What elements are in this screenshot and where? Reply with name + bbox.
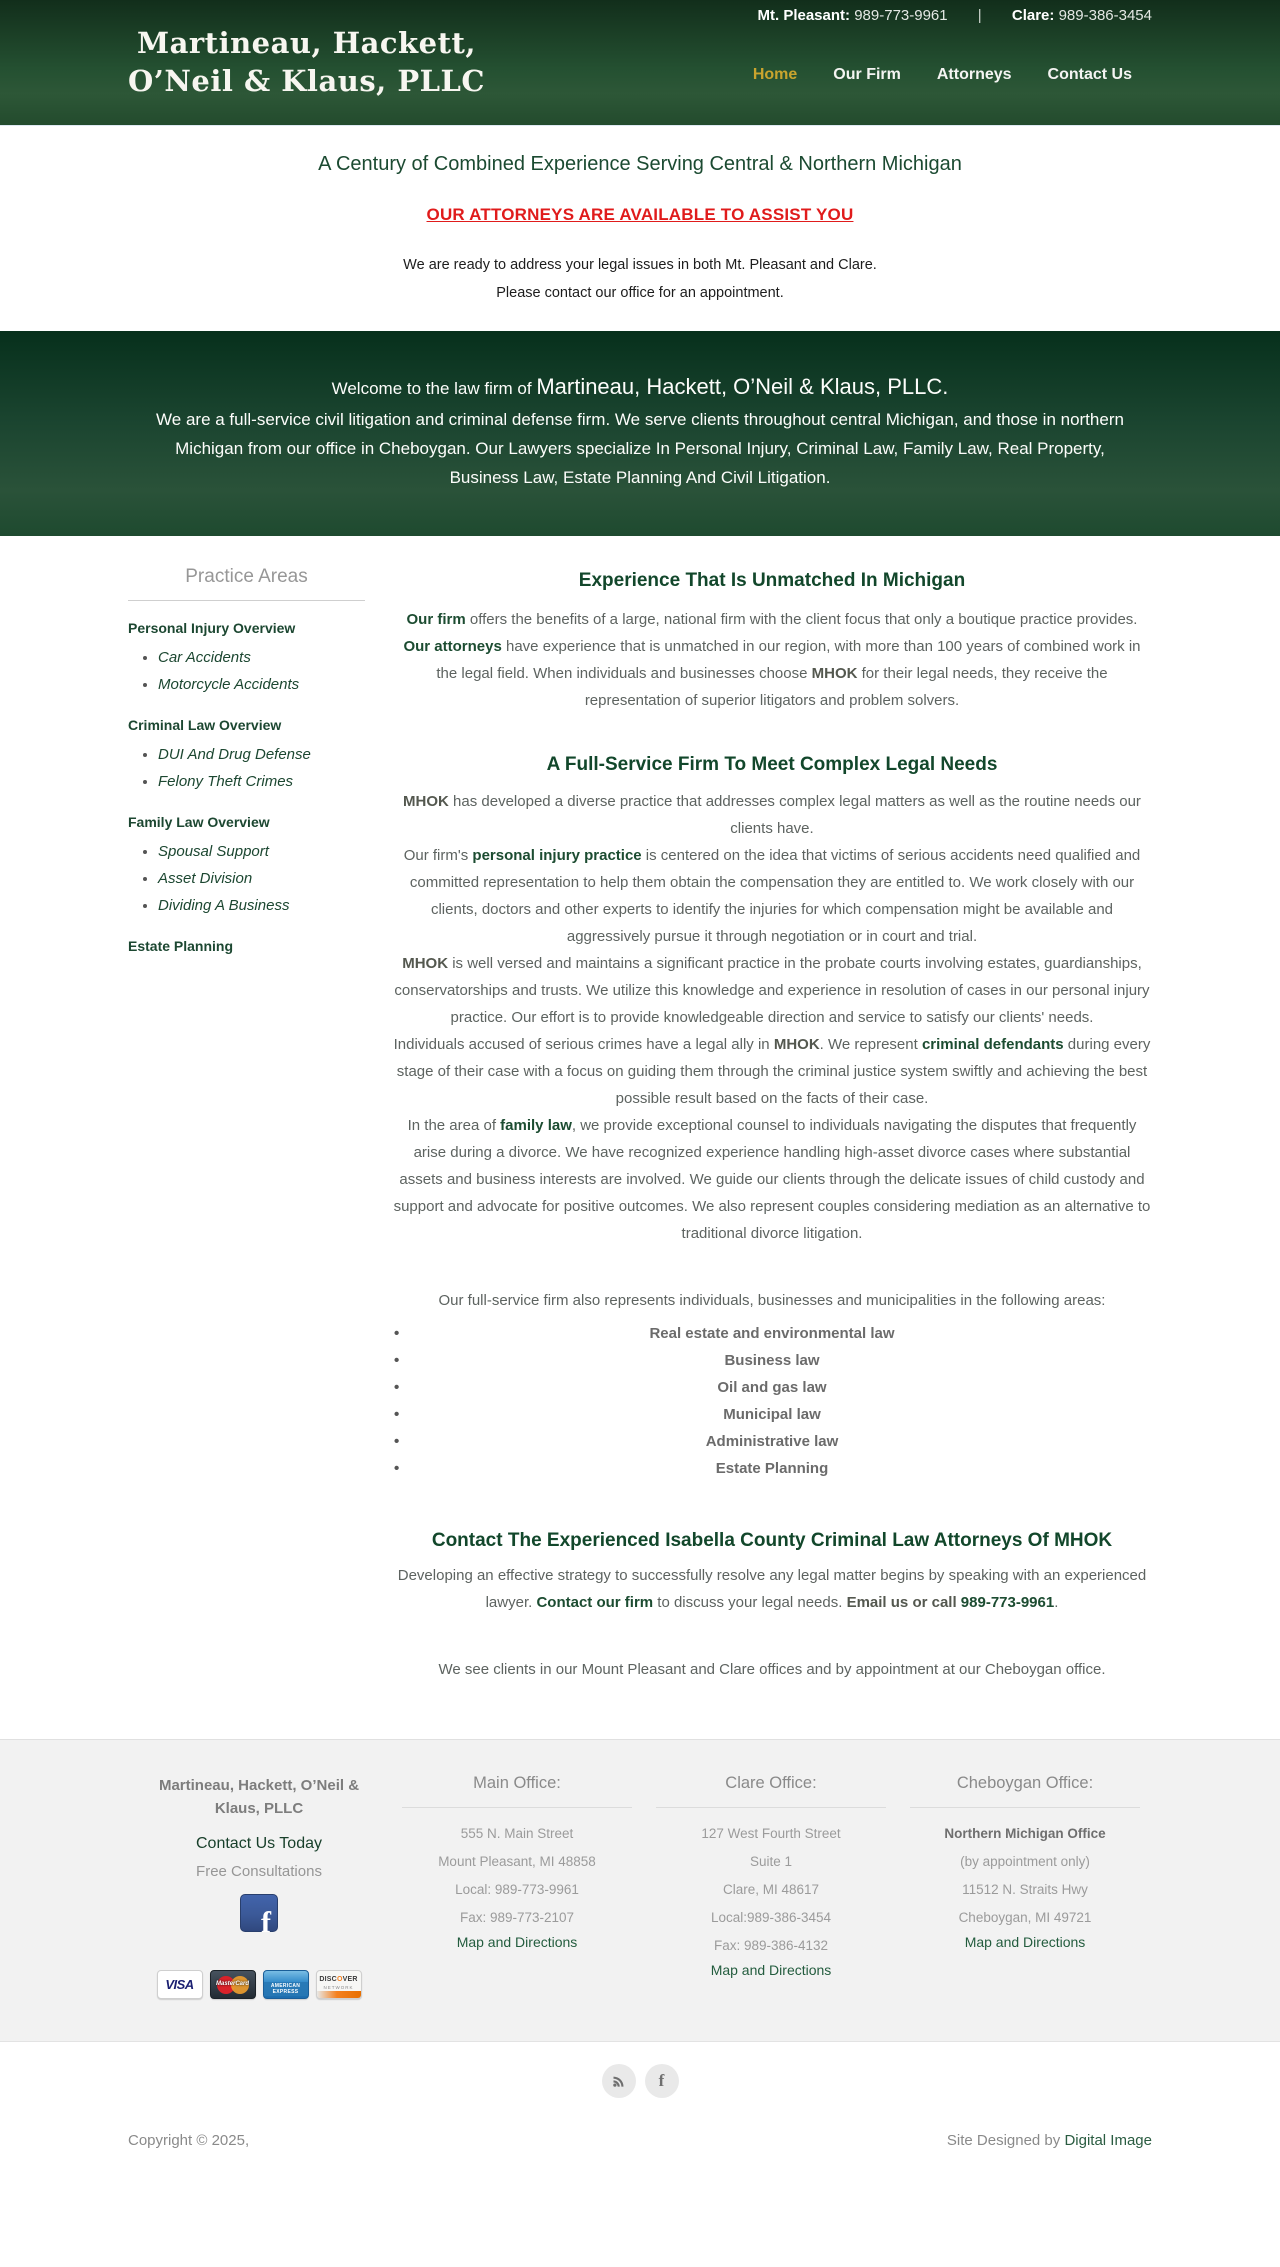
welcome-lead — [140, 372, 1140, 404]
inline-link[interactable]: Our firm — [406, 611, 466, 628]
phone-separator: | — [977, 7, 982, 24]
list-item: • Business law — [392, 1347, 1152, 1374]
sidebar-item-estate-planning[interactable]: Estate Planning — [128, 938, 234, 954]
sidebar-item-car-accidents[interactable]: Car Accidents — [158, 649, 251, 666]
phone-bar — [0, 7, 1280, 24]
list-item: • Real estate and environmental law — [392, 1320, 1152, 1347]
payment-cards-row — [148, 1970, 370, 1999]
text-segment: Developing an effective strategy to successfully resolve any legal matter begins by speaking with an experienced lawyer. — [397, 1567, 1147, 1611]
main-office-map-link[interactable]: Map and Directions — [456, 1934, 578, 1950]
bottom-social-row — [0, 2064, 1280, 2098]
office-address-line: 11512 N. Straits Hwy — [962, 1882, 1088, 1897]
text-segment: Our firm's — [403, 847, 473, 864]
nav-home[interactable]: Home — [752, 66, 798, 83]
text-segment: MHOK — [402, 955, 449, 972]
list-item — [158, 892, 365, 919]
discover-card-icon: DISCOVER NETWORK — [316, 1970, 362, 1999]
footer-firm-name-line1: Martineau, Hackett, O’Neil & — [158, 1777, 360, 1794]
firm-name-line1: Martineau, Hackett, — [137, 26, 476, 60]
mastercard-card-icon: MasterCard — [210, 1970, 256, 1999]
practice-areas-list — [392, 1320, 1152, 1482]
main-office-heading: Main Office: — [402, 1766, 632, 1808]
inline-link[interactable]: family law — [500, 1117, 572, 1134]
firm-name-line2: O’Neil & Klaus, PLLC — [128, 64, 486, 98]
intro-line2: Please contact our office for an appointment. — [496, 285, 784, 301]
facebook-icon: f — [240, 1894, 278, 1932]
text-segment: is well versed and maintains a significant practice in the probate courts involving estates, guardianships, conservatorships and trusts. We utilize this knowledge and experience in resolution of cases in our personal injury practice. Our effort is to provide knowledgeable direction and service to satisfy our clients' needs. — [394, 955, 1150, 1026]
firm-logo[interactable] — [128, 24, 485, 100]
sidebar-item-dui-drug-defense[interactable]: DUI And Drug Defense — [158, 746, 311, 763]
inline-link[interactable]: Our attorneys — [403, 638, 502, 655]
sidebar-item-personal-injury-overview[interactable]: Personal Injury Overview — [128, 620, 296, 636]
clare-office-map-link[interactable]: Map and Directions — [710, 1962, 832, 1978]
text-segment: . — [1054, 1594, 1059, 1611]
nav-attorneys[interactable]: Attorneys — [936, 66, 1012, 83]
digital-image-link[interactable]: Digital Image — [1064, 2132, 1152, 2149]
sidebar-title: Practice Areas — [128, 566, 365, 601]
nav-our-firm[interactable]: Our Firm — [833, 66, 901, 83]
attorneys-available-link[interactable]: OUR ATTORNEYS ARE AVAILABLE TO ASSIST YOU — [426, 205, 854, 224]
paragraph-contact — [392, 1562, 1152, 1616]
text-segment: has developed a diverse practice that addresses complex legal matters as well as the routine needs our clients have. — [448, 793, 1141, 837]
office1-phone-label: Mt. Pleasant: — [757, 7, 851, 24]
inline-link[interactable]: 989-773-9961 — [960, 1594, 1055, 1611]
heading-full-service: A Full-Service Firm To Meet Complex Legal Needs — [546, 754, 998, 775]
sidebar-group-family-law — [128, 812, 365, 919]
text-segment: . We represent — [819, 1036, 922, 1053]
bottom-bar — [128, 2098, 1152, 2177]
text-segment: is centered on the idea that victims of serious accidents need qualified and committed representation to help them obtain the compensation they are entitled to. We work closely with our clients, doctors and other experts to identify the injuries for which compensation might be available and aggressively pursue it through negotiation or in court and trial. — [409, 847, 1141, 945]
intro-tagline: A Century of Combined Experience Serving Central & Northern Michigan — [318, 153, 962, 175]
facebook-link[interactable] — [148, 1894, 370, 1939]
office-address-line: 127 West Fourth Street — [701, 1826, 841, 1841]
list-item — [158, 768, 365, 795]
practice-areas-sidebar — [128, 566, 365, 1683]
text-segment: Email us or call — [846, 1594, 961, 1611]
office-address-line: 555 N. Main Street — [460, 1826, 574, 1841]
intro-section — [0, 126, 1280, 331]
list-item — [158, 671, 365, 698]
visa-card-icon: VISA — [157, 1970, 203, 1999]
sidebar-group-criminal-law — [128, 715, 365, 795]
sidebar-item-dividing-a-business[interactable]: Dividing A Business — [158, 897, 290, 914]
list-item — [158, 741, 365, 768]
office-address-line: Suite 1 — [749, 1854, 793, 1869]
office-fax-line: Fax: 989-386-4132 — [713, 1938, 829, 1953]
sidebar-item-felony-theft-crimes[interactable]: Felony Theft Crimes — [158, 773, 294, 790]
site-header — [0, 0, 1280, 126]
text-segment: have experience that is unmatched in our region, with more than 100 years of combined work in the legal field. When individuals and businesses choose — [436, 638, 1141, 682]
nav-contact-us[interactable]: Contact Us — [1047, 66, 1132, 83]
office-address-line: Clare, MI 48617 — [722, 1882, 820, 1897]
text-segment: MHOK — [773, 1036, 820, 1053]
office-phone-line: Local: 989-773-9961 — [455, 1882, 579, 1897]
paragraph-family-law — [392, 1112, 1152, 1247]
office2-phone-label: Clare: — [1011, 7, 1055, 24]
office-note-line: (by appointment only) — [960, 1854, 1090, 1869]
sidebar-item-asset-division[interactable]: Asset Division — [158, 870, 253, 887]
main-content — [392, 566, 1152, 1683]
welcome-lead-prefix: Welcome to the law firm of — [331, 379, 537, 398]
office-phone-line: Local:989-386-3454 — [710, 1910, 832, 1925]
list-item: • Estate Planning — [392, 1455, 1152, 1482]
footer-cheboygan-office-column — [898, 1766, 1152, 1999]
office-name-line: Northern Michigan Office — [944, 1826, 1106, 1841]
footer-firm-name — [148, 1774, 370, 1820]
list-item — [158, 838, 365, 865]
text-segment: to discuss your legal needs. — [653, 1594, 847, 1611]
site-designed-by — [947, 2132, 1152, 2149]
office-fax-line: Fax: 989-773-2107 — [459, 1910, 575, 1925]
welcome-lead-firm: Martineau, Hackett, O’Neil & Klaus, PLLC. — [536, 374, 949, 399]
text-segment: MHOK — [403, 793, 449, 810]
sidebar-item-criminal-law-overview[interactable]: Criminal Law Overview — [128, 717, 282, 733]
paragraph-criminal — [392, 1031, 1152, 1112]
text-segment: offers the benefits of a large, national firm with the client focus that only a boutique practice provides. — [465, 611, 1138, 628]
facebook-circle-icon[interactable]: f — [645, 2064, 679, 2098]
text-segment: for their legal needs, they receive the representation of superior litigators and problem solvers. — [584, 665, 1108, 709]
welcome-body: We are a full-service civil litigation and criminal defense firm. We serve clients throughout central Michigan, and those in northern Michigan from our office in Cheboygan. Our Lawyers specialize In Personal Injury, Criminal Law, Family Law, Real Property, Business Law, Estate Planning And Civil Litigation. — [156, 410, 1124, 487]
heading-contact: Contact The Experienced Isabella County Criminal Law Attorneys Of MHOK — [431, 1530, 1113, 1551]
main-area — [128, 536, 1152, 1703]
paragraph-probate — [392, 950, 1152, 1031]
inline-link[interactable]: Contact our firm — [536, 1594, 654, 1611]
paragraph-diverse — [392, 788, 1152, 842]
intro-line1: We are ready to address your legal issues in both Mt. Pleasant and Clare. — [403, 257, 877, 273]
list-item: • Oil and gas law — [392, 1374, 1152, 1401]
cheboygan-office-heading: Cheboygan Office: — [910, 1766, 1140, 1808]
inline-link[interactable]: personal injury practice — [472, 847, 642, 864]
sidebar-item-motorcycle-accidents[interactable]: Motorcycle Accidents — [158, 676, 300, 693]
sidebar-item-family-law-overview[interactable]: Family Law Overview — [128, 814, 270, 830]
paragraph-offices: We see clients in our Mount Pleasant and Clare offices and by appointment at our Cheboygan office. — [438, 1661, 1106, 1678]
office-address-line: Cheboygan, MI 49721 — [958, 1910, 1092, 1925]
list-item: • Administrative law — [392, 1428, 1152, 1455]
site-footer — [0, 1739, 1280, 2042]
amex-card-icon: AMERICAN EXPRESS — [263, 1970, 309, 1999]
text-segment: , we provide exceptional counsel to individuals navigating the disputes that frequently arise during a divorce. We have recognized experience handling high-asset divorce cases where substantial assets and business interests are involved. We guide our clients through the delicate issues of child custody and support and advocate for positive outcomes. We also represent couples considering mediation as an alternative to traditional divorce litigation. — [393, 1117, 1151, 1242]
contact-us-today-link[interactable]: Contact Us Today — [196, 1835, 322, 1852]
site-by-prefix: Site Designed by — [946, 2132, 1065, 2149]
list-item: • Municipal law — [392, 1401, 1152, 1428]
rss-icon[interactable] — [602, 2064, 636, 2098]
copyright-text: Copyright © 2025, — [128, 2132, 250, 2149]
sidebar-group-estate-planning — [128, 936, 365, 956]
sidebar-group-personal-injury — [128, 618, 365, 698]
footer-main-office-column — [390, 1766, 644, 1999]
text-segment: Individuals accused of serious crimes have a legal ally in — [393, 1036, 774, 1053]
text-segment: In the area of — [407, 1117, 501, 1134]
text-segment: during every stage of their case with a focus on guiding them through the criminal justice system swiftly and achieving the best possible result based on the facts of their case. — [396, 1036, 1151, 1107]
office-address-line: Mount Pleasant, MI 48858 — [438, 1854, 596, 1869]
list-item — [158, 865, 365, 892]
cheboygan-office-map-link[interactable]: Map and Directions — [964, 1934, 1086, 1950]
inline-link[interactable]: criminal defendants — [921, 1036, 1064, 1053]
paragraph-personal-injury — [392, 842, 1152, 950]
office1-phone-number: 989-773-9961 — [854, 7, 948, 24]
office2-phone-number: 989-386-3454 — [1058, 7, 1152, 24]
footer-clare-office-column — [644, 1766, 898, 1999]
footer-firm-name-line2: Klaus, PLLC — [214, 1800, 304, 1817]
paragraph-areas-intro: Our full-service firm also represents individuals, businesses and municipalities in the following areas: — [438, 1292, 1106, 1309]
heading-experience: Experience That Is Unmatched In Michigan — [578, 570, 966, 591]
main-nav — [753, 66, 1152, 84]
text-segment: MHOK — [811, 665, 858, 682]
paragraph-experience — [392, 606, 1152, 714]
footer-firm-column — [128, 1766, 390, 1999]
welcome-band — [0, 331, 1280, 536]
list-item — [158, 644, 365, 671]
sidebar-item-spousal-support[interactable]: Spousal Support — [158, 843, 269, 860]
free-consultations-label: Free Consultations — [196, 1863, 322, 1880]
clare-office-heading: Clare Office: — [656, 1766, 886, 1808]
